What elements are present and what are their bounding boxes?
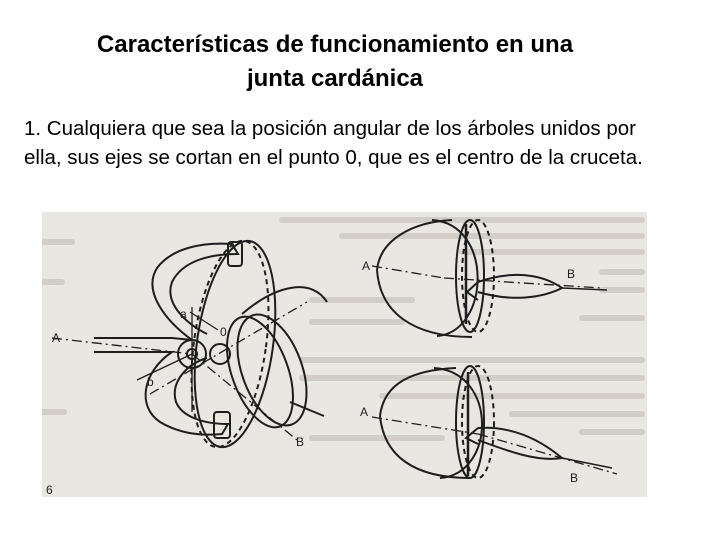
slide-title-line-2: junta cardánica [246, 65, 424, 92]
label-B-top-right: B [567, 267, 576, 281]
label-page-number: 6 [46, 483, 53, 497]
label-a: a [180, 307, 187, 321]
label-b: b [147, 375, 154, 389]
cardan-joint-illustration [42, 212, 647, 497]
label-B-bottom-right: B [570, 471, 579, 485]
label-A-bottom-right: A [360, 405, 369, 419]
label-B-left: B [296, 435, 305, 449]
label-A-left: A [52, 331, 61, 345]
label-A-top-right: A [362, 259, 371, 273]
slide-title [40, 28, 630, 96]
slide-body-text: 1. Cualquiera que sea la posición angular de los árboles unidos por ella, sus ejes se cortan en el punto 0, que es el centro de la cruceta. [24, 117, 643, 169]
label-o: 0 [220, 325, 227, 339]
cardan-joint-figure [42, 212, 647, 497]
slide-title-line-1: Características de funcionamiento en una [96, 31, 574, 58]
